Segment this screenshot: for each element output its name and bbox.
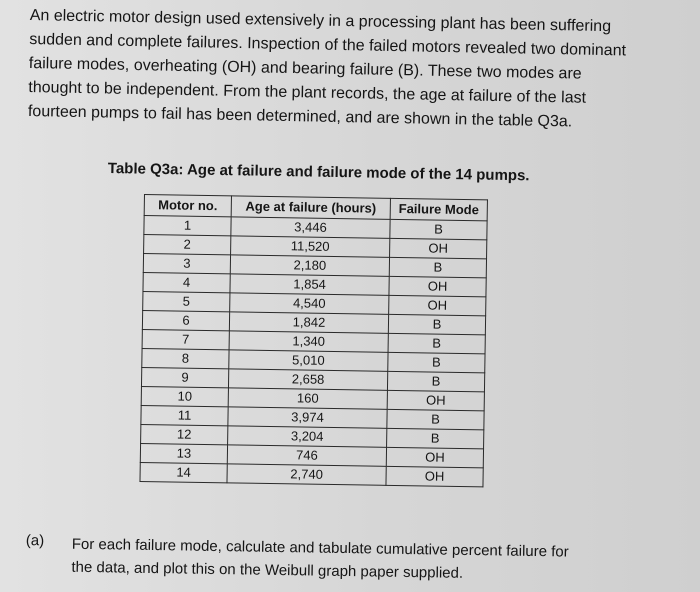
table-caption: Table Q3a: Age at failure and failure mode of the 14 pumps. xyxy=(107,160,530,185)
cell-motor-no: 11 xyxy=(141,405,228,425)
intro-line: sudden and complete failures. Inspection of the failed motors revealed two dominant xyxy=(29,30,627,60)
question-line: For each failure mode, calculate and tabulate cumulative percent failure for xyxy=(71,535,569,561)
cell-motor-no: 14 xyxy=(140,462,227,482)
cell-age-at-failure: 3,204 xyxy=(228,426,387,447)
intro-line: fourteen pumps to fail has been determined, and are shown in the table Q3a. xyxy=(27,102,573,131)
cell-motor-no: 12 xyxy=(141,424,228,444)
cell-failure-mode: B xyxy=(387,428,484,449)
failure-table-wrapper xyxy=(139,194,487,487)
cell-age-at-failure: 160 xyxy=(228,388,387,409)
cell-age-at-failure: 1,842 xyxy=(229,312,388,333)
question-label: (a) xyxy=(25,532,45,550)
header-failure-mode: Failure Mode xyxy=(390,198,487,221)
cell-motor-no: 1 xyxy=(144,216,231,236)
cell-age-at-failure: 746 xyxy=(227,445,386,466)
cell-failure-mode: OH xyxy=(389,276,486,297)
cell-failure-mode: B xyxy=(388,333,485,354)
cell-failure-mode: OH xyxy=(387,390,484,411)
cell-motor-no: 8 xyxy=(142,348,229,368)
cell-failure-mode: OH xyxy=(390,238,487,259)
cell-motor-no: 9 xyxy=(141,367,228,387)
cell-failure-mode: B xyxy=(388,352,485,373)
cell-failure-mode: B xyxy=(387,371,484,392)
cell-failure-mode: B xyxy=(388,314,485,335)
cell-age-at-failure: 3,446 xyxy=(231,217,390,238)
cell-failure-mode: OH xyxy=(386,466,483,487)
cell-age-at-failure: 1,340 xyxy=(229,331,388,352)
intro-line: failure modes, overheating (OH) and bearing failure (B). These two modes are xyxy=(28,54,582,83)
problem-statement xyxy=(28,4,630,135)
cell-motor-no: 5 xyxy=(143,291,230,311)
question-line: the data, and plot this on the Weibull graph paper supplied. xyxy=(71,558,464,582)
cell-motor-no: 13 xyxy=(140,443,227,463)
cell-age-at-failure: 2,180 xyxy=(230,255,389,276)
table-body xyxy=(140,216,487,487)
cell-failure-mode: B xyxy=(390,219,487,240)
cell-age-at-failure: 2,658 xyxy=(228,369,387,390)
cell-motor-no: 2 xyxy=(144,235,231,255)
cell-failure-mode: B xyxy=(387,409,484,430)
cell-failure-mode: OH xyxy=(389,295,486,316)
intro-line: An electric motor design used extensively in a processing plant has been suffering xyxy=(29,6,612,36)
cell-motor-no: 10 xyxy=(141,386,228,406)
cell-age-at-failure: 1,854 xyxy=(230,274,389,295)
cell-age-at-failure: 4,540 xyxy=(230,293,389,314)
cell-failure-mode: B xyxy=(389,257,486,278)
question-a xyxy=(25,532,666,582)
cell-age-at-failure: 2,740 xyxy=(227,464,386,485)
question-text xyxy=(71,533,632,588)
cell-motor-no: 7 xyxy=(142,329,229,349)
cell-failure-mode: OH xyxy=(386,447,483,468)
header-age-at-failure: Age at failure (hours) xyxy=(231,196,390,219)
cell-age-at-failure: 3,974 xyxy=(228,407,387,428)
header-motor-no: Motor no. xyxy=(144,195,231,217)
cell-motor-no: 6 xyxy=(142,310,229,330)
cell-age-at-failure: 11,520 xyxy=(231,236,390,257)
intro-line: thought to be independent. From the plant records, the age at failure of the last xyxy=(28,78,587,107)
cell-motor-no: 4 xyxy=(143,272,230,292)
cell-motor-no: 3 xyxy=(143,254,230,274)
cell-age-at-failure: 5,010 xyxy=(229,350,388,371)
failure-table xyxy=(139,194,487,487)
